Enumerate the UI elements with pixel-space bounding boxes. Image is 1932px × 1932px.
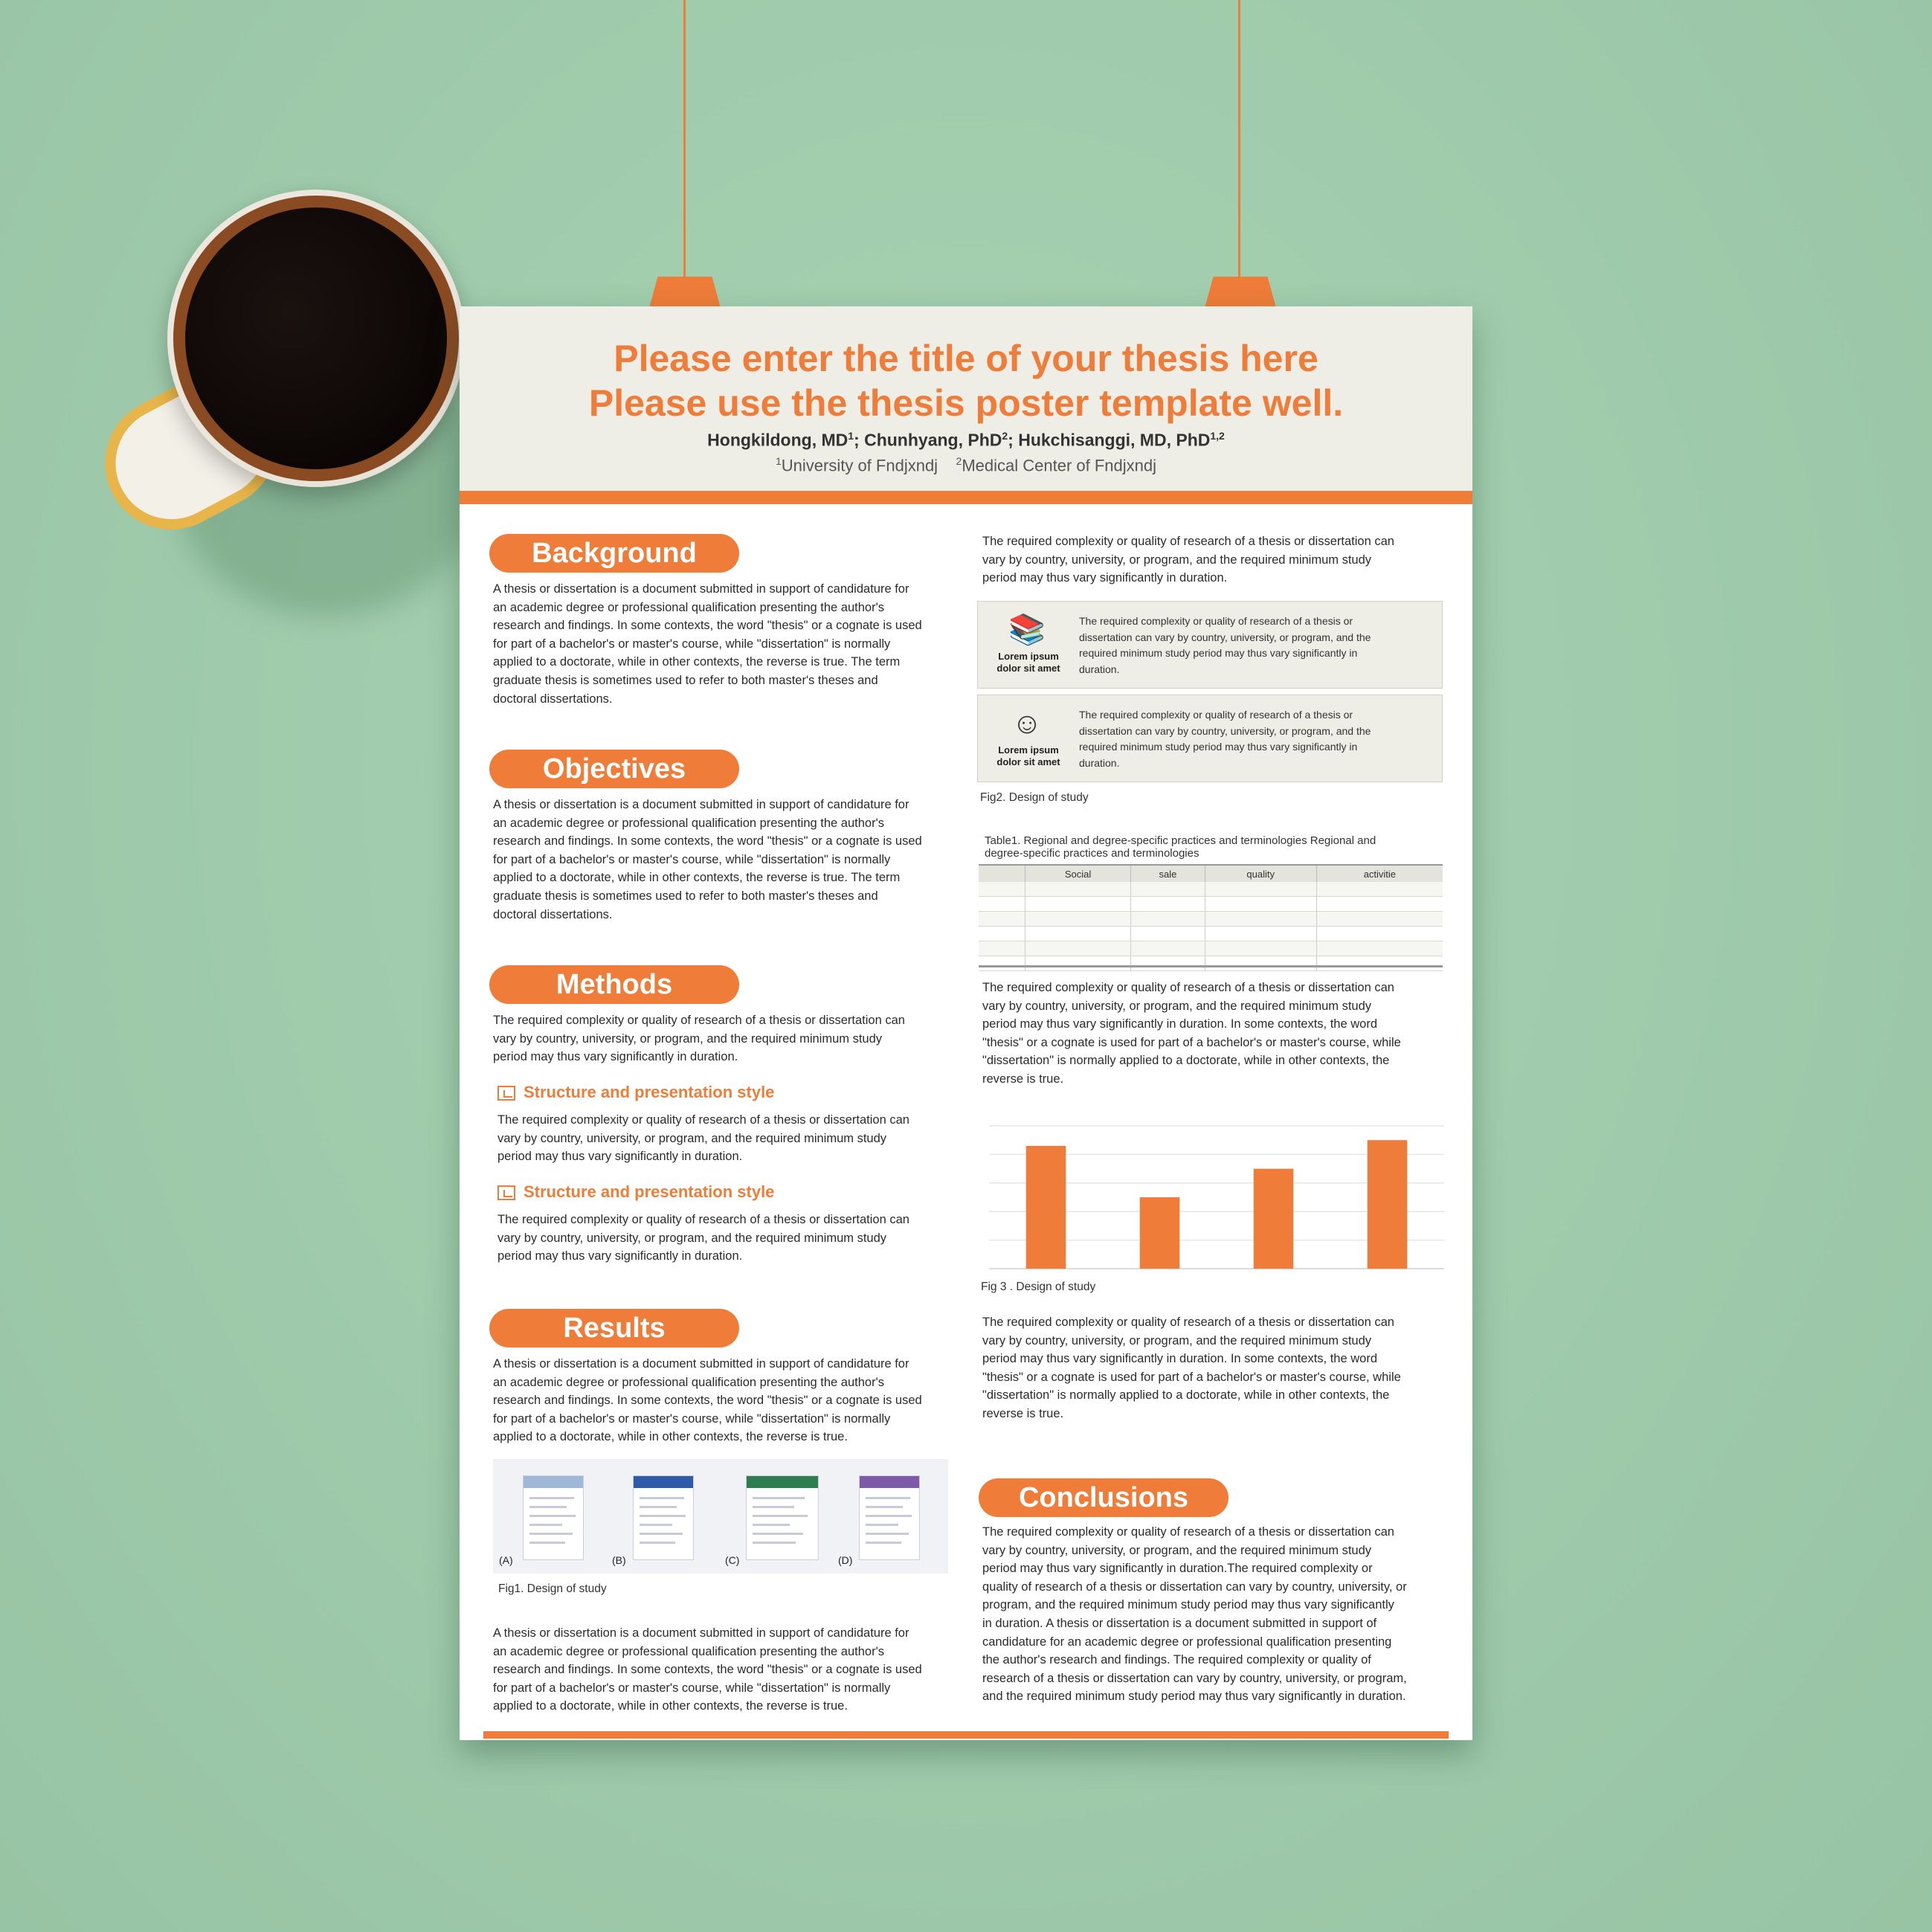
caption-line: Table1. Regional and degree-specific practices and terminologies Regional and (985, 834, 1376, 847)
text-line: A thesis or dissertation is a document submitted in support of candidature for (493, 1626, 909, 1640)
results-heading: Results (489, 1309, 739, 1347)
affiliation-2: Medical Center of Fndjxndj (962, 456, 1157, 475)
fig3-caption: Fig 3 . Design of study (981, 1281, 1096, 1293)
table-header-cell (979, 866, 1025, 882)
text-line: period may thus vary significantly in duration.The required complexity or (982, 1562, 1373, 1576)
affiliation-1: University of Fndjxndj (781, 456, 938, 475)
poster-thumbnail-c (746, 1475, 819, 1560)
text-line: dissertation can vary by country, university, or program, and the (1079, 724, 1371, 737)
author-2-sup: 2 (1002, 430, 1008, 442)
text-line: doctoral dissertations. (493, 692, 613, 706)
table-row (979, 882, 1443, 897)
thumb-label-d: (D) (838, 1554, 853, 1566)
table-header-row (979, 866, 1443, 882)
poster-clip-right (1205, 277, 1276, 308)
author-1-sup: 1 (848, 430, 854, 442)
text-line: duration. (1079, 663, 1120, 675)
text-line: The required complexity or quality of research of a thesis or dissertation can (982, 981, 1394, 994)
poster-title-line2: Please use the thesis poster template well. (588, 382, 1344, 424)
table-header-cell: quality (1205, 866, 1316, 882)
info-box-2-text (1079, 707, 1421, 771)
table-row (979, 912, 1443, 927)
poster-title-line1: Please enter the title of your thesis here (614, 338, 1318, 379)
text-line: "thesis" or a cognate is used for part of a bachelor's or master's course, while (982, 1370, 1401, 1384)
caption-line: degree-specific practices and terminologies (985, 847, 1200, 860)
text-line: required minimum study period may thus vary significantly in (1079, 741, 1358, 753)
text-line: period may thus vary significantly in duration. In some contexts, the word (982, 1017, 1378, 1031)
methods-text (493, 1011, 905, 1066)
thesis-poster (460, 306, 1472, 1740)
text-line: "dissertation" is normally applied to a doctorate, while in other contexts, the (982, 1054, 1390, 1068)
text-line: an academic degree or professional qualification presenting the author's (493, 816, 884, 830)
text-line: "thesis" or a cognate is used for part of a bachelor's or master's course, while (982, 1035, 1401, 1049)
text-line: vary by country, university, or program, and the required minimum study (982, 999, 1372, 1013)
info-box-1-label (988, 651, 1069, 674)
info-box-1 (977, 601, 1443, 689)
text-line: research of a thesis or dissertation can vary by country, university, or program, (982, 1671, 1407, 1685)
table-row (979, 941, 1443, 956)
objectives-heading: Objectives (489, 750, 739, 788)
fig2-caption: Fig2. Design of study (980, 791, 1089, 804)
text-line: dissertation can vary by country, university, or program, and the (1079, 631, 1371, 643)
text-line: required minimum study period may thus vary significantly in (1079, 647, 1358, 659)
coffee (185, 207, 447, 469)
text-line: an academic degree or professional qualification presenting the author's (493, 1375, 884, 1389)
text-line: The required complexity or quality of research of a thesis or dissertation can (982, 1525, 1394, 1539)
text-line: vary by country, university, or program, and the required minimum study (493, 1031, 883, 1046)
poster-examples-figure (493, 1459, 948, 1574)
text-line: A thesis or dissertation is a document submitted in support of candidature for (493, 798, 909, 811)
author-3-sup: 1,2 (1210, 430, 1225, 442)
header-accent-bar (460, 491, 1472, 504)
text-line: period may thus vary significantly in duration. (982, 571, 1228, 585)
results-text-2 (493, 1624, 922, 1716)
poster-thumbnail-b (633, 1475, 694, 1560)
conclusions-heading: Conclusions (979, 1478, 1229, 1517)
poster-clip-left (649, 277, 721, 308)
presentation-icon (498, 1185, 515, 1200)
table1-caption (985, 834, 1376, 860)
text-line: research and findings. In some contexts, the word "thesis" or a cognate is used (493, 1394, 922, 1408)
table-header-cell: sale (1131, 866, 1205, 882)
text-line: in duration. A thesis or dissertation is a document submitted in support of (982, 1616, 1377, 1630)
background-heading: Background (489, 534, 739, 573)
thumb-label-c: (C) (725, 1554, 740, 1566)
chart-bar (1368, 1140, 1408, 1269)
hanging-string-right (1238, 0, 1240, 277)
presentation-icon (498, 1086, 515, 1101)
hanging-string-left (683, 0, 686, 277)
text-line: and the required minimum study period may thus vary significantly in duration. (982, 1690, 1406, 1704)
text-line: applied to a doctorate, while in other contexts, the reverse is true. (493, 1699, 848, 1713)
text-line: The required complexity or quality of research of a thesis or dissertation can (498, 1113, 909, 1127)
poster-header (460, 306, 1472, 491)
conclusions-text (982, 1523, 1407, 1706)
affiliation-1-sup: 1 (775, 455, 782, 467)
text-line: The required complexity or quality of research of a thesis or dissertation can (982, 535, 1394, 548)
text-line: doctoral dissertations. (493, 907, 613, 921)
right-text-3 (982, 1313, 1401, 1423)
right-text-2 (982, 979, 1401, 1089)
text-line: graduate thesis is sometimes used to refer to both master's theses and (493, 889, 878, 903)
affiliations (460, 455, 1472, 475)
text-line: The required complexity or quality of research of a thesis or dissertation can (982, 1316, 1394, 1329)
text-line: period may thus vary significantly in duration. (498, 1249, 743, 1263)
text-line: quality of research of a thesis or dissertation can vary by country, university, or (982, 1580, 1407, 1594)
table1 (979, 866, 1443, 971)
table-bottom-rule (979, 965, 1443, 967)
head-brain-icon: ☺ (1011, 707, 1043, 740)
text-line: A thesis or dissertation is a document submitted in support of candidature for (493, 582, 909, 596)
chart-bar (1026, 1146, 1066, 1269)
chart-bar (1254, 1169, 1294, 1269)
methods-subheading-2: Structure and presentation style (524, 1182, 775, 1201)
label-line: dolor sit amet (996, 663, 1060, 674)
text-line: for part of a bachelor's or master's course, while "dissertation" is normally (493, 852, 891, 866)
footer-accent-bar (483, 1731, 1449, 1739)
table-header-cell: Social (1025, 866, 1131, 882)
poster-thumbnail-a (523, 1475, 584, 1560)
text-line: the author's research and findings. The required complexity or quality of (982, 1653, 1371, 1667)
text-line: period may thus vary significantly in duration. In some contexts, the word (982, 1352, 1378, 1366)
table-row (979, 927, 1443, 941)
text-line: an academic degree or professional qualification presenting the author's (493, 1644, 884, 1658)
text-line: research and findings. In some contexts, the word "thesis" or a cognate is used (493, 1663, 922, 1677)
methods-subheading-1: Structure and presentation style (524, 1083, 775, 1101)
affiliation-2-sup: 2 (956, 455, 962, 467)
objectives-text (493, 796, 922, 924)
label-line: dolor sit amet (996, 756, 1060, 767)
text-line: "dissertation" is normally applied to a doctorate, while in other contexts, the (982, 1388, 1390, 1403)
table-row (979, 897, 1443, 912)
author-2: ; Chunhyang, PhD (854, 430, 1002, 450)
text-line: The required complexity or quality of research of a thesis or dissertation can (498, 1213, 909, 1226)
info-box-2-label (988, 744, 1069, 768)
text-line: The required complexity or quality of research of a thesis or (1079, 615, 1353, 627)
chart-bar (1140, 1197, 1180, 1269)
text-line: duration. (1079, 756, 1120, 769)
text-line: vary by country, university, or program, and the required minimum study (498, 1231, 887, 1245)
text-line: research and findings. In some contexts, the word "thesis" or a cognate is used (493, 834, 922, 849)
bar-chart (986, 1115, 1447, 1279)
table-header-cell: activitie (1316, 866, 1443, 882)
books-icon: 📚 (1008, 614, 1046, 646)
thumb-label-b: (B) (612, 1554, 626, 1566)
text-line: research and findings. In some contexts, the word "thesis" or a cognate is used (493, 619, 922, 633)
text-line: reverse is true. (982, 1072, 1064, 1086)
author-1: Hongkildong, MD (707, 430, 849, 450)
text-line: vary by country, university, or program, and the required minimum study (982, 553, 1372, 567)
results-text (493, 1355, 922, 1446)
methods-sub2-text (498, 1211, 909, 1266)
text-line: vary by country, university, or program, and the required minimum study (498, 1131, 887, 1145)
authors (460, 430, 1472, 451)
text-line: The required complexity or quality of research of a thesis or dissertation can (493, 1014, 905, 1027)
label-line: Lorem ipsum (998, 744, 1059, 756)
text-line: for part of a bachelor's or master's course, while "dissertation" is normally (493, 1681, 891, 1695)
info-box-1-text (1079, 614, 1421, 677)
background-text (493, 580, 922, 708)
thumb-label-a: (A) (499, 1554, 513, 1566)
text-line: vary by country, university, or program, and the required minimum study (982, 1543, 1372, 1557)
text-line: applied to a doctorate, while in other contexts, the reverse is true. The term (493, 655, 901, 669)
text-line: for part of a bachelor's or master's course, while "dissertation" is normally (493, 637, 891, 651)
info-box-2 (977, 695, 1443, 782)
text-line: for part of a bachelor's or master's course, while "dissertation" is normally (493, 1411, 891, 1426)
fig1-caption: Fig1. Design of study (498, 1582, 607, 1595)
intro-text (982, 532, 1394, 587)
poster-thumbnail-d (859, 1475, 920, 1560)
text-line: vary by country, university, or program, and the required minimum study (982, 1333, 1372, 1347)
text-line: candidature for an academic degree or professional qualification presenting (982, 1635, 1392, 1649)
table-row (979, 956, 1443, 971)
methods-sub1-text (498, 1111, 909, 1166)
text-line: period may thus vary significantly in duration. (498, 1150, 743, 1164)
text-line: The required complexity or quality of research of a thesis or (1079, 709, 1353, 721)
label-line: Lorem ipsum (998, 651, 1059, 662)
text-line: graduate thesis is sometimes used to refer to both master's theses and (493, 673, 878, 687)
text-line: A thesis or dissertation is a document submitted in support of candidature for (493, 1357, 909, 1371)
text-line: applied to a doctorate, while in other contexts, the reverse is true. The term (493, 871, 901, 885)
methods-heading: Methods (489, 965, 739, 1004)
text-line: reverse is true. (982, 1406, 1064, 1420)
text-line: program, and the required minimum study period may thus vary significantly (982, 1598, 1394, 1612)
text-line: applied to a doctorate, while in other contexts, the reverse is true. (493, 1430, 848, 1444)
author-3: ; Hukchisanggi, MD, PhD (1008, 430, 1211, 450)
text-line: period may thus vary significantly in duration. (493, 1050, 738, 1064)
text-line: an academic degree or professional qualification presenting the author's (493, 600, 884, 614)
